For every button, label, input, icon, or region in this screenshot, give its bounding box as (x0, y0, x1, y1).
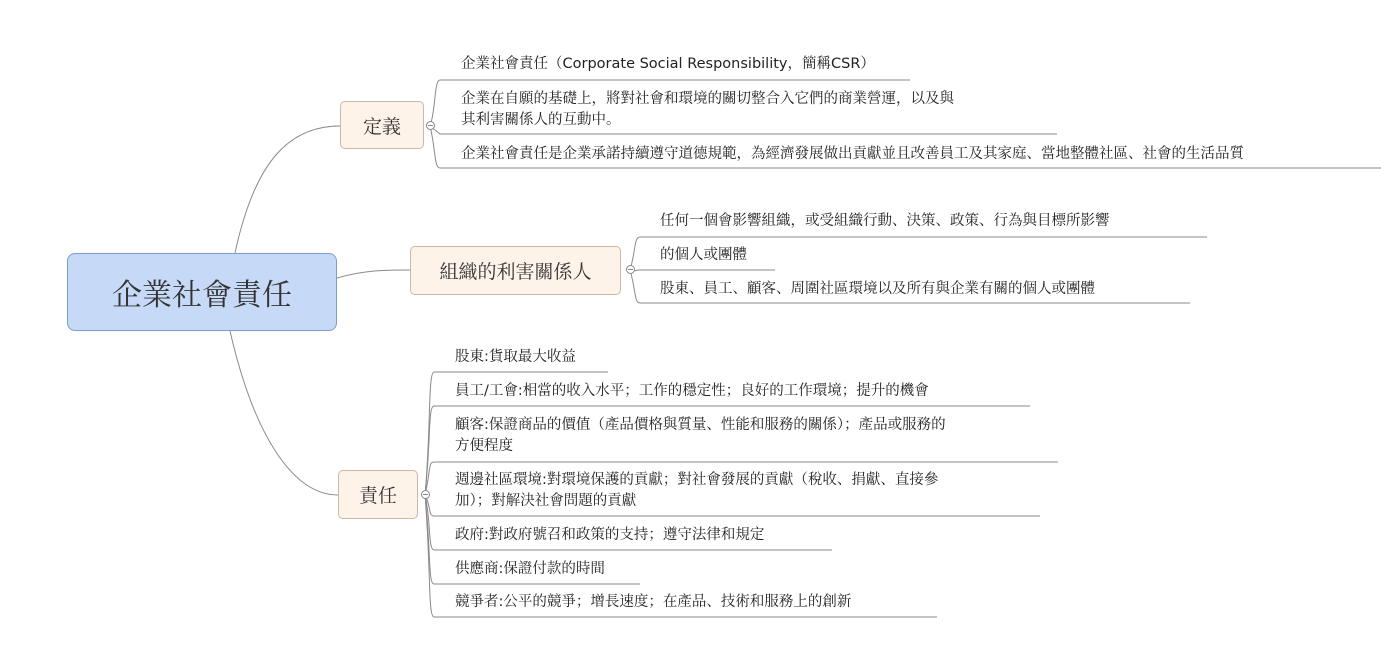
connector-root-stakeholders (337, 270, 410, 278)
root-topic[interactable] (67, 253, 337, 331)
responsibility-item-1[interactable]: 股東:貨取最大收益 (455, 349, 576, 365)
definition-item-2[interactable]: 企業在自願的基礎上，將對社會和環境的關切整合入它們的商業營運，以及與 其利害關係人的互動中。 (461, 91, 954, 128)
responsibility-item-7[interactable]: 競爭者:公平的競爭；增長速度；在產品、技術和服務上的創新 (455, 594, 852, 610)
branch-responsibility[interactable] (338, 470, 418, 519)
responsibility-item-5[interactable]: 政府:對政府號召和政策的支持；遵守法律和規定 (455, 527, 765, 543)
connector-root-definition (235, 126, 340, 253)
connector-root-responsibility (230, 331, 338, 495)
definition-item-1[interactable]: 企業社會責任（Corporate Social Responsibility，簡稱CSR） (461, 56, 875, 72)
responsibility-item-2[interactable]: 員工/工會:相當的收入水平；工作的穩定性；良好的工作環境；提升的機會 (455, 383, 929, 399)
branch-responsibility-label: 責任 (358, 485, 397, 507)
branch-stakeholders[interactable] (410, 246, 621, 295)
responsibility-item-6[interactable]: 供應商:保證付款的時間 (455, 561, 605, 577)
stakeholders-item-1[interactable]: 任何一個會影響組織，或受組織行動、決策、政策、行為與目標所影響 (660, 213, 1110, 229)
collapse-responsibility-icon[interactable] (421, 490, 430, 499)
stakeholders-item-2[interactable]: 的個人或團體 (660, 247, 747, 263)
branch-definition-label: 定義 (362, 115, 401, 138)
collapse-stakeholders-icon[interactable] (626, 265, 635, 274)
stakeholders-item-3[interactable]: 股東、員工、顧客、周圍社區環境以及所有與企業有關的個人或團體 (660, 281, 1095, 297)
root-topic-label: 企業社會責任 (112, 278, 292, 313)
definition-item-3[interactable]: 企業社會責任是企業承諾持續遵守道德規範，為經濟發展做出貢獻並且改善員工及其家庭、當地整體社區、社會的生活品質 (461, 146, 1244, 162)
collapse-definition-icon[interactable] (426, 121, 435, 130)
responsibility-item-4[interactable]: 週邊社區環境:對環境保護的貢獻；對社會發展的貢獻（稅收、捐獻、直接參 加）；對解決社會問題的貢獻 (455, 472, 939, 509)
responsibility-item-3[interactable]: 顧客:保證商品的價值（產品價格與質量、性能和服務的關係）；產品或服務的 方便程度 (455, 417, 946, 454)
branch-stakeholders-label: 組織的利害關係人 (439, 261, 592, 283)
branch-definition[interactable] (340, 101, 424, 149)
